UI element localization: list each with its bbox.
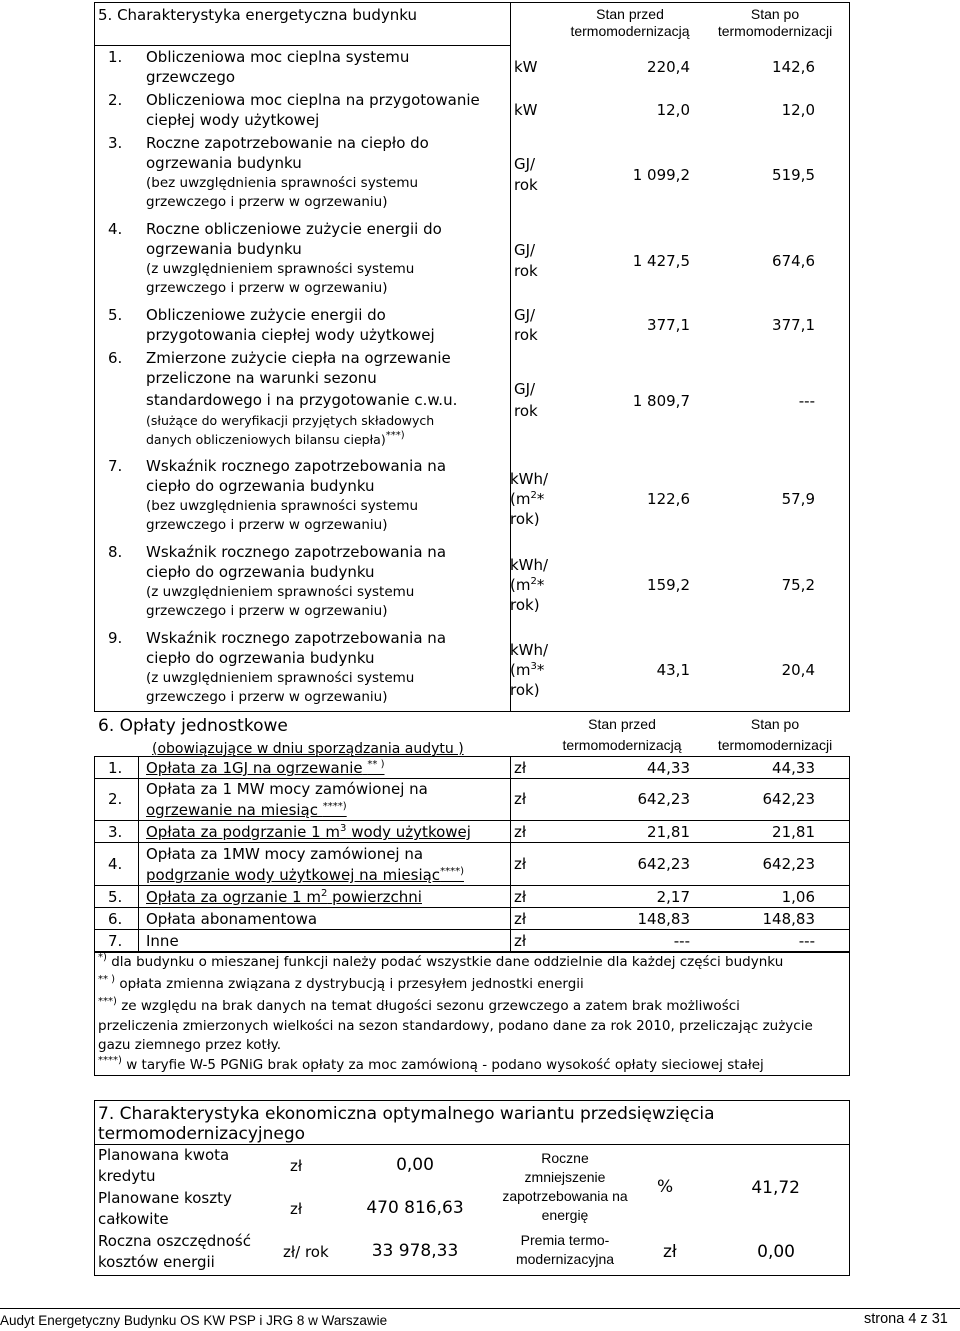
section5-col-after: Stan po termomodernizacji xyxy=(717,6,833,39)
section7-title-cont: termomodernizacyjnego xyxy=(98,1124,306,1144)
note-3-cont-1: przeliczenia zmierzonych wielkości na sezon standardowy, podano dane za rok 2010, przeliczając zużycie xyxy=(98,1018,813,1034)
section7-title: 7. Charakterystyka ekonomiczna optymalnego wariantu przedsięwzięcia xyxy=(98,1104,715,1124)
note-1: *) dla budynku o mieszanej funkcji należy podać wszystkie dane oddzielnie dla każdej części budynku xyxy=(98,952,784,970)
footer-right: strona 4 z 31 xyxy=(864,1311,948,1327)
section6-col-before: Stan przed termomodernizacją xyxy=(562,716,682,753)
section6-title: 6. Opłaty jednostkowe xyxy=(98,716,288,736)
section5-col-before: Stan przed termomodernizacją xyxy=(570,6,690,39)
note-4: ****) w taryfie W-5 PGNiG brak opłaty za moc zamówioną - podano wysokość opłaty sieciowej stałej xyxy=(98,1055,764,1073)
note-3: ***) ze względu na brak danych na temat długości sezonu grzewczego a zatem brak możliwości xyxy=(98,996,740,1014)
section6-subtitle: (obowiązujące w dniu sporządzania audytu ) xyxy=(152,741,464,757)
note-3-cont-2: gazu ziemnego przez kotły. xyxy=(98,1037,282,1053)
footer-left: Audyt Energetyczny Budynku OS KW PSP i JRG 8 w Warszawie xyxy=(0,1313,388,1328)
note-2: ** ) opłata zmienna związana z dystrybucją i przesyłem jednostki energii xyxy=(98,974,584,992)
footer-rule xyxy=(0,1308,960,1309)
section6-col-after: Stan po termomodernizacji xyxy=(717,716,833,753)
section5-title: 5. Charakterystyka energetyczna budynku xyxy=(98,6,418,24)
